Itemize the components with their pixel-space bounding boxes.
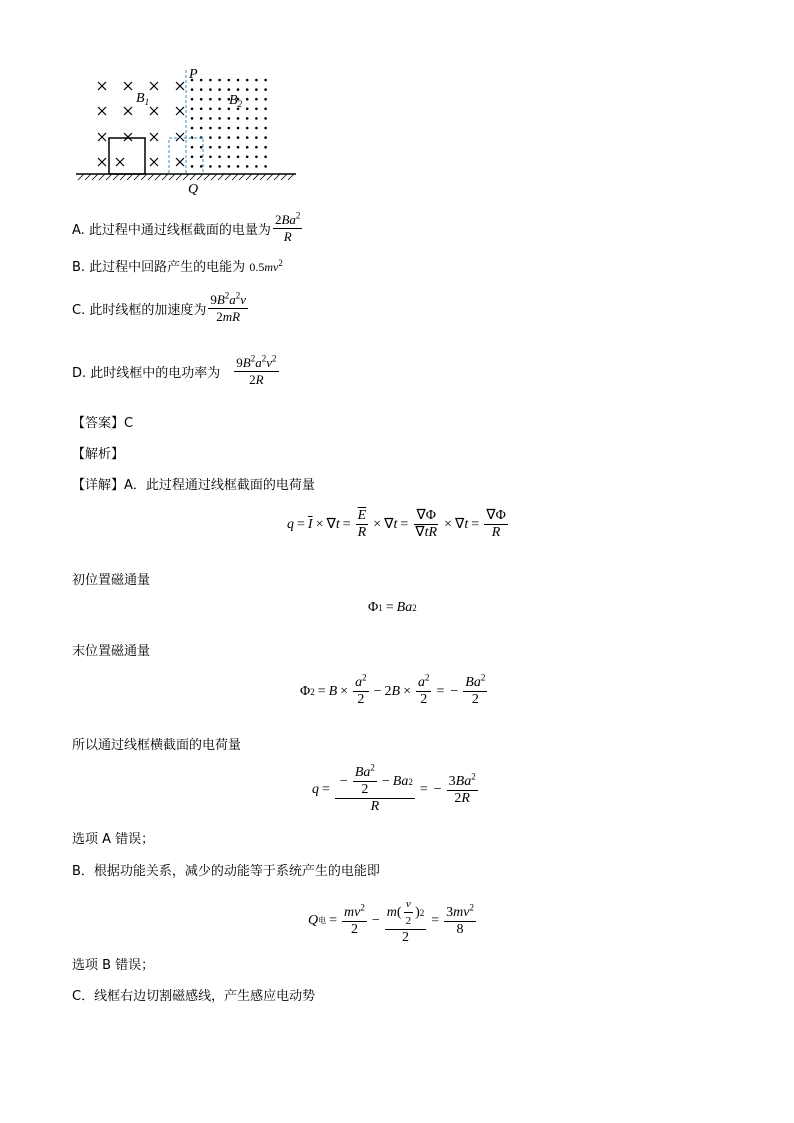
field-dot: [200, 127, 203, 130]
field-dot: [200, 146, 203, 149]
option-c-formula: $\frac{9B^2a^2v}{2mR}$: [210, 290, 247, 324]
field-dot: [255, 156, 258, 159]
option-b-value: $0.5mv^2$: [249, 258, 283, 274]
field-dot: [218, 127, 221, 130]
field-dot: [191, 117, 194, 120]
field-dot: [218, 88, 221, 91]
option-b: [72, 256, 283, 275]
option-b-text: B. 此过程中回路产生的电能为: [72, 260, 246, 275]
field-dot: [209, 165, 212, 168]
field-dot: [237, 136, 240, 139]
label-q: Q: [188, 182, 199, 197]
analysis-label: 【解析】: [72, 447, 125, 462]
field-dot: [228, 88, 231, 91]
field-dot: [246, 108, 249, 111]
field-dot: [209, 88, 212, 91]
field-dot: [191, 108, 194, 111]
field-dot: [255, 146, 258, 149]
equation-total-charge: q = − $\frac{Ba^2}{2}$ − Ba 2 R = − $\frac{3Ba^2}{2R}$: [312, 762, 476, 814]
field-dot: [218, 136, 221, 139]
field-dot: [228, 127, 231, 130]
field-dot: [200, 88, 203, 91]
option-d: [72, 355, 281, 388]
field-dot: [255, 79, 258, 82]
field-dot: [228, 136, 231, 139]
field-dot: [228, 117, 231, 120]
option-d-text: D. 此时线框中的电功率为: [72, 366, 221, 381]
field-dot: [191, 127, 194, 130]
field-dot: [200, 117, 203, 120]
answer-value: C: [124, 416, 134, 431]
option-c: [72, 292, 250, 325]
field-dot: [237, 127, 240, 130]
field-dot: [218, 156, 221, 159]
option-d-formula: $\frac{9B^2a^2v^2}{2R}$: [236, 353, 277, 387]
field-dot: [246, 127, 249, 130]
field-dot: [255, 88, 258, 91]
detail-label: 【详解】: [72, 478, 125, 493]
field-dot: [209, 136, 212, 139]
field-dot: [264, 98, 267, 101]
option-a-wrong: 选项 A 错误；: [72, 832, 155, 847]
field-dot: [246, 146, 249, 149]
option-a-formula: $\frac{2Ba^2}{R}$: [274, 210, 301, 244]
detail-c-intro: C．线框右边切割磁感线，产生感应电动势: [72, 989, 316, 1004]
field-dot: [246, 156, 249, 159]
detail-a-intro: [72, 474, 315, 493]
field-dot: [200, 98, 203, 101]
field-dot: [209, 146, 212, 149]
field-dot: [255, 117, 258, 120]
field-dot: [191, 146, 194, 149]
option-b-wrong: 选项 B 错误；: [72, 958, 155, 973]
field-dot: [237, 88, 240, 91]
field-dot: [237, 117, 240, 120]
field-dot: [218, 98, 221, 101]
detail-a-text: A．此过程通过线框截面的电荷量: [124, 478, 315, 493]
field-dot: [209, 117, 212, 120]
field-dot: [237, 146, 240, 149]
field-dot: [264, 79, 267, 82]
field-dot: [255, 136, 258, 139]
field-dot: [255, 98, 258, 101]
field-dot: [191, 88, 194, 91]
answer-line: [72, 412, 133, 431]
field-dot: [209, 108, 212, 111]
field-dot: [209, 98, 212, 101]
field-dot: [200, 165, 203, 168]
field-dot: [264, 136, 267, 139]
field-dot: [237, 79, 240, 82]
label-p: P: [189, 67, 198, 82]
equation-flux-final: Φ 2 = B × $\frac{a^2}{2}$ − 2 B × $\frac{a^2}{2}$ = − $\frac{Ba^2}{2}$: [300, 672, 486, 707]
field-dot: [246, 88, 249, 91]
field-dot: [255, 165, 258, 168]
field-dot: [228, 156, 231, 159]
equation-flux-initial: Φ 1 = Ba 2: [368, 600, 417, 615]
field-dot: [191, 156, 194, 159]
initial-flux-label: 初位置磁通量: [72, 573, 151, 588]
field-dot: [246, 79, 249, 82]
field-dot: [264, 156, 267, 159]
option-a: [72, 212, 304, 245]
field-dot: [255, 108, 258, 111]
field-dot: [228, 146, 231, 149]
field-dot: [264, 88, 267, 91]
field-dot: [218, 79, 221, 82]
field-dot: [246, 165, 249, 168]
field-dot: [200, 156, 203, 159]
field-dot: [246, 136, 249, 139]
field-dot: [209, 156, 212, 159]
field-dot: [246, 117, 249, 120]
field-dot: [228, 79, 231, 82]
field-dot: [218, 108, 221, 111]
field-dot: [264, 146, 267, 149]
field-dot: [264, 117, 267, 120]
label-b2: $B_2$: [229, 93, 243, 109]
field-dot: [209, 127, 212, 130]
answer-label: 【答案】: [72, 416, 125, 431]
field-dot: [264, 127, 267, 130]
field-dot: [264, 108, 267, 111]
field-dot: [200, 108, 203, 111]
label-b1: $B_1$: [136, 91, 150, 107]
field-dot: [237, 156, 240, 159]
equation-charge: q = $\overline{I}$ × ∇ t = $\frac{\overline{E}}{R}$ × ∇ t = $\frac{\nabla\Phi}{\nabla tR}$ × ∇ t = $\frac{\nabla\Phi}{R}$: [287, 508, 506, 540]
field-dot: [218, 146, 221, 149]
field-dot: [218, 165, 221, 168]
field-dot: [218, 117, 221, 120]
total-charge-label: 所以通过线框横截面的电荷量: [72, 738, 242, 753]
field-dot: [191, 98, 194, 101]
final-flux-label: 末位置磁通量: [72, 644, 151, 659]
field-dot: [255, 127, 258, 130]
field-dot: [191, 165, 194, 168]
field-dot: [228, 165, 231, 168]
field-dot: [246, 98, 249, 101]
detail-b-intro: B．根据功能关系，减少的动能等于系统产生的电能即: [72, 864, 380, 879]
option-c-text: C. 此时线框的加速度为: [72, 303, 207, 318]
field-dot: [200, 79, 203, 82]
option-a-text: A. 此过程中通过线框截面的电量为: [72, 223, 271, 238]
equation-energy: Q 电 = $\frac{mv^2}{2}$ − m ( $\frac{v}{2}$ ) 2 2 = $\frac{3mv^2}{8}$: [308, 898, 474, 945]
field-dot: [237, 165, 240, 168]
magnetic-field-figure: [72, 62, 302, 200]
field-dot: [209, 79, 212, 82]
field-dot: [264, 165, 267, 168]
